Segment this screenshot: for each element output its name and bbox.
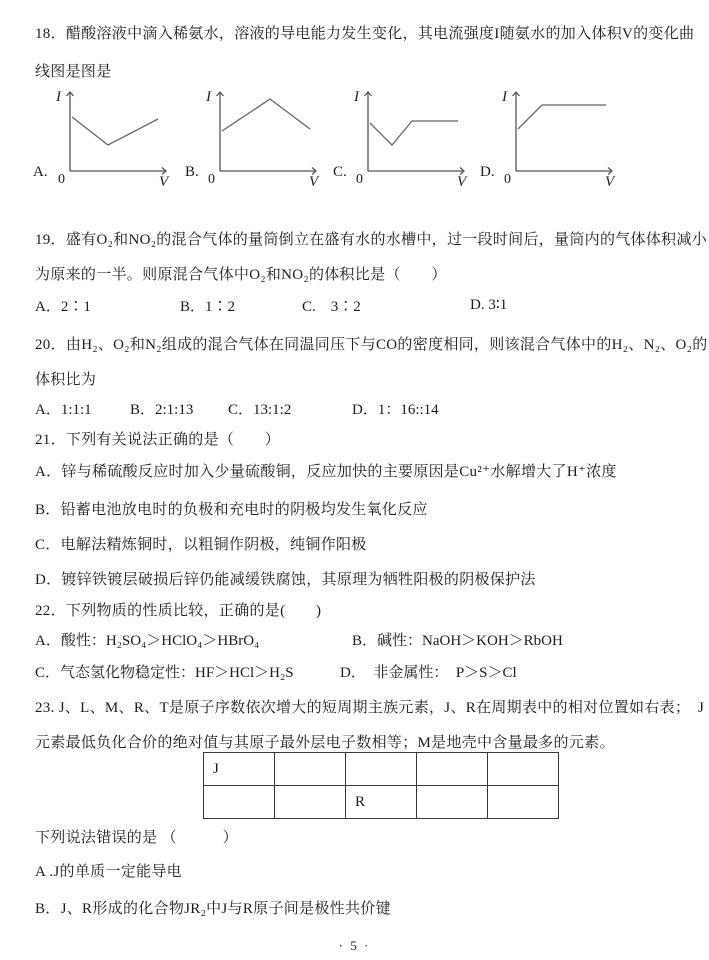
question-18-line-2: 线图是图是 (35, 64, 112, 80)
y-axis-label: I (56, 89, 61, 105)
q20-option-a: A．1:1:1 (35, 402, 92, 418)
origin-label: 0 (208, 172, 215, 187)
q21-option-b: B．铅蓄电池放电时的负极和充电时的阴极均发生氧化反应 (35, 502, 428, 518)
x-axis-label: V (309, 174, 319, 187)
question-18-line-1: 18．醋酸溶液中滴入稀氨水，溶液的导电能力发生变化，其电流强度I随氨水的加入体积V的变化曲 (35, 26, 695, 42)
y-axis-label: I (502, 89, 507, 105)
graph-option-label-b: B. (185, 164, 199, 180)
q19-option-b: B．1∶2 (180, 299, 236, 315)
y-axis-label: I (206, 89, 211, 105)
q20-option-d: D．1：16::14 (352, 402, 439, 418)
q22-option-d: D． 非金属性： P＞S＞Cl (340, 665, 517, 681)
q22-option-c: C．气态氢化物稳定性：HF＞HCl＞H₂S (35, 665, 294, 681)
q20-option-b: B．2:1:13 (130, 402, 194, 418)
grid-cell-r1c1: J (204, 753, 275, 786)
y-axis-label: I (354, 89, 359, 105)
grid-cell-r1c5 (488, 753, 559, 786)
curve-d (518, 105, 606, 129)
page-number: · 5 · (338, 938, 371, 953)
question-19-line-2: 为原来的一半。则原混合气体中O₂和NO₂的体积比是（ ） (35, 267, 447, 283)
origin-label: 0 (58, 172, 65, 187)
grid-cell-r2c2 (275, 786, 346, 819)
q23-option-b: B．J、R形成的化合物JR₂中J与R原子间是极性共价键 (35, 901, 391, 917)
grid-cell-r2c4 (417, 786, 488, 819)
question-22-stem: 22．下列物质的性质比较，正确的是( ) (35, 603, 322, 619)
q19-option-c: C. 3∶2 (302, 299, 361, 315)
q21-option-d: D．镀锌铁镀层破损后锌仍能减缓铁腐蚀，其原理为牺牲阳极的阴极保护法 (35, 572, 536, 588)
grid-cell-r2c3: R (346, 786, 417, 819)
q22-option-a: A．酸性：H₂SO₄＞HClO₄＞HBrO₄ (35, 633, 260, 649)
origin-label: 0 (504, 172, 511, 187)
q20-option-c: C．13:1:2 (228, 402, 292, 418)
question-20-line-2: 体积比为 (35, 372, 97, 388)
grid-cell-r2c5 (488, 786, 559, 819)
question-23-line-1: 23. J、L、M、R、T是原子序数依次增大的短周期主族元素，J、R在周期表中的相对位置如右表； J (35, 700, 705, 716)
graph-c-current-vs-volume (354, 85, 476, 192)
question-23-line-2: 元素最低负化合价的绝对值与其原子最外层电子数相等；M是地壳中含量最多的元素。 (35, 735, 615, 751)
origin-label: 0 (356, 172, 363, 187)
periodic-table-position-grid (203, 752, 559, 819)
curve-a (72, 117, 158, 145)
q19-option-a: A．2∶1 (35, 299, 91, 315)
x-axis-label: V (159, 174, 169, 187)
graph-option-label-d: D. (480, 164, 495, 180)
question-19-line-1: 19．盛有O₂和NO₂的混合气体的量筒倒立在盛有水的水槽中，过一段时间后，量筒内的气体体积减小 (35, 232, 708, 248)
graph-option-label-a: A. (33, 164, 48, 180)
graph-a-current-vs-volume (56, 85, 178, 192)
q22-option-b: B．碱性：NaOH＞KOH＞RbOH (352, 633, 563, 649)
grid-cell-r1c4 (417, 753, 488, 786)
curve-c (370, 121, 458, 145)
x-axis-label: V (605, 174, 615, 187)
grid-cell-r1c2 (275, 753, 346, 786)
q21-option-c: C．电解法精炼铜时，以粗铜作阴极，纯铜作阳极 (35, 537, 367, 553)
graph-b-current-vs-volume (206, 85, 328, 192)
curve-b (222, 99, 310, 131)
q23-option-a: A .J的单质一定能导电 (35, 864, 182, 880)
q23-sub-stem: 下列说法错误的是 （ ） (35, 830, 238, 846)
x-axis-label: V (457, 174, 467, 187)
grid-cell-r1c3 (346, 753, 417, 786)
question-20-line-1: 20．由H₂、O₂和N₂组成的混合气体在同温同压下与CO的密度相同，则该混合气体中的H₂、N₂、O₂的 (35, 337, 708, 353)
q19-option-d: D. 3∶1 (470, 297, 508, 313)
grid-cell-r2c1 (204, 786, 275, 819)
question-21-stem: 21．下列有关说法正确的是（ ） (35, 432, 281, 448)
q21-option-a: A．锌与稀硫酸反应时加入少量硫酸铜，反应加快的主要原因是Cu²⁺水解增大了H⁺浓度 (35, 464, 617, 480)
graph-option-label-c: C. (333, 164, 347, 180)
graph-d-current-vs-volume (502, 85, 624, 192)
